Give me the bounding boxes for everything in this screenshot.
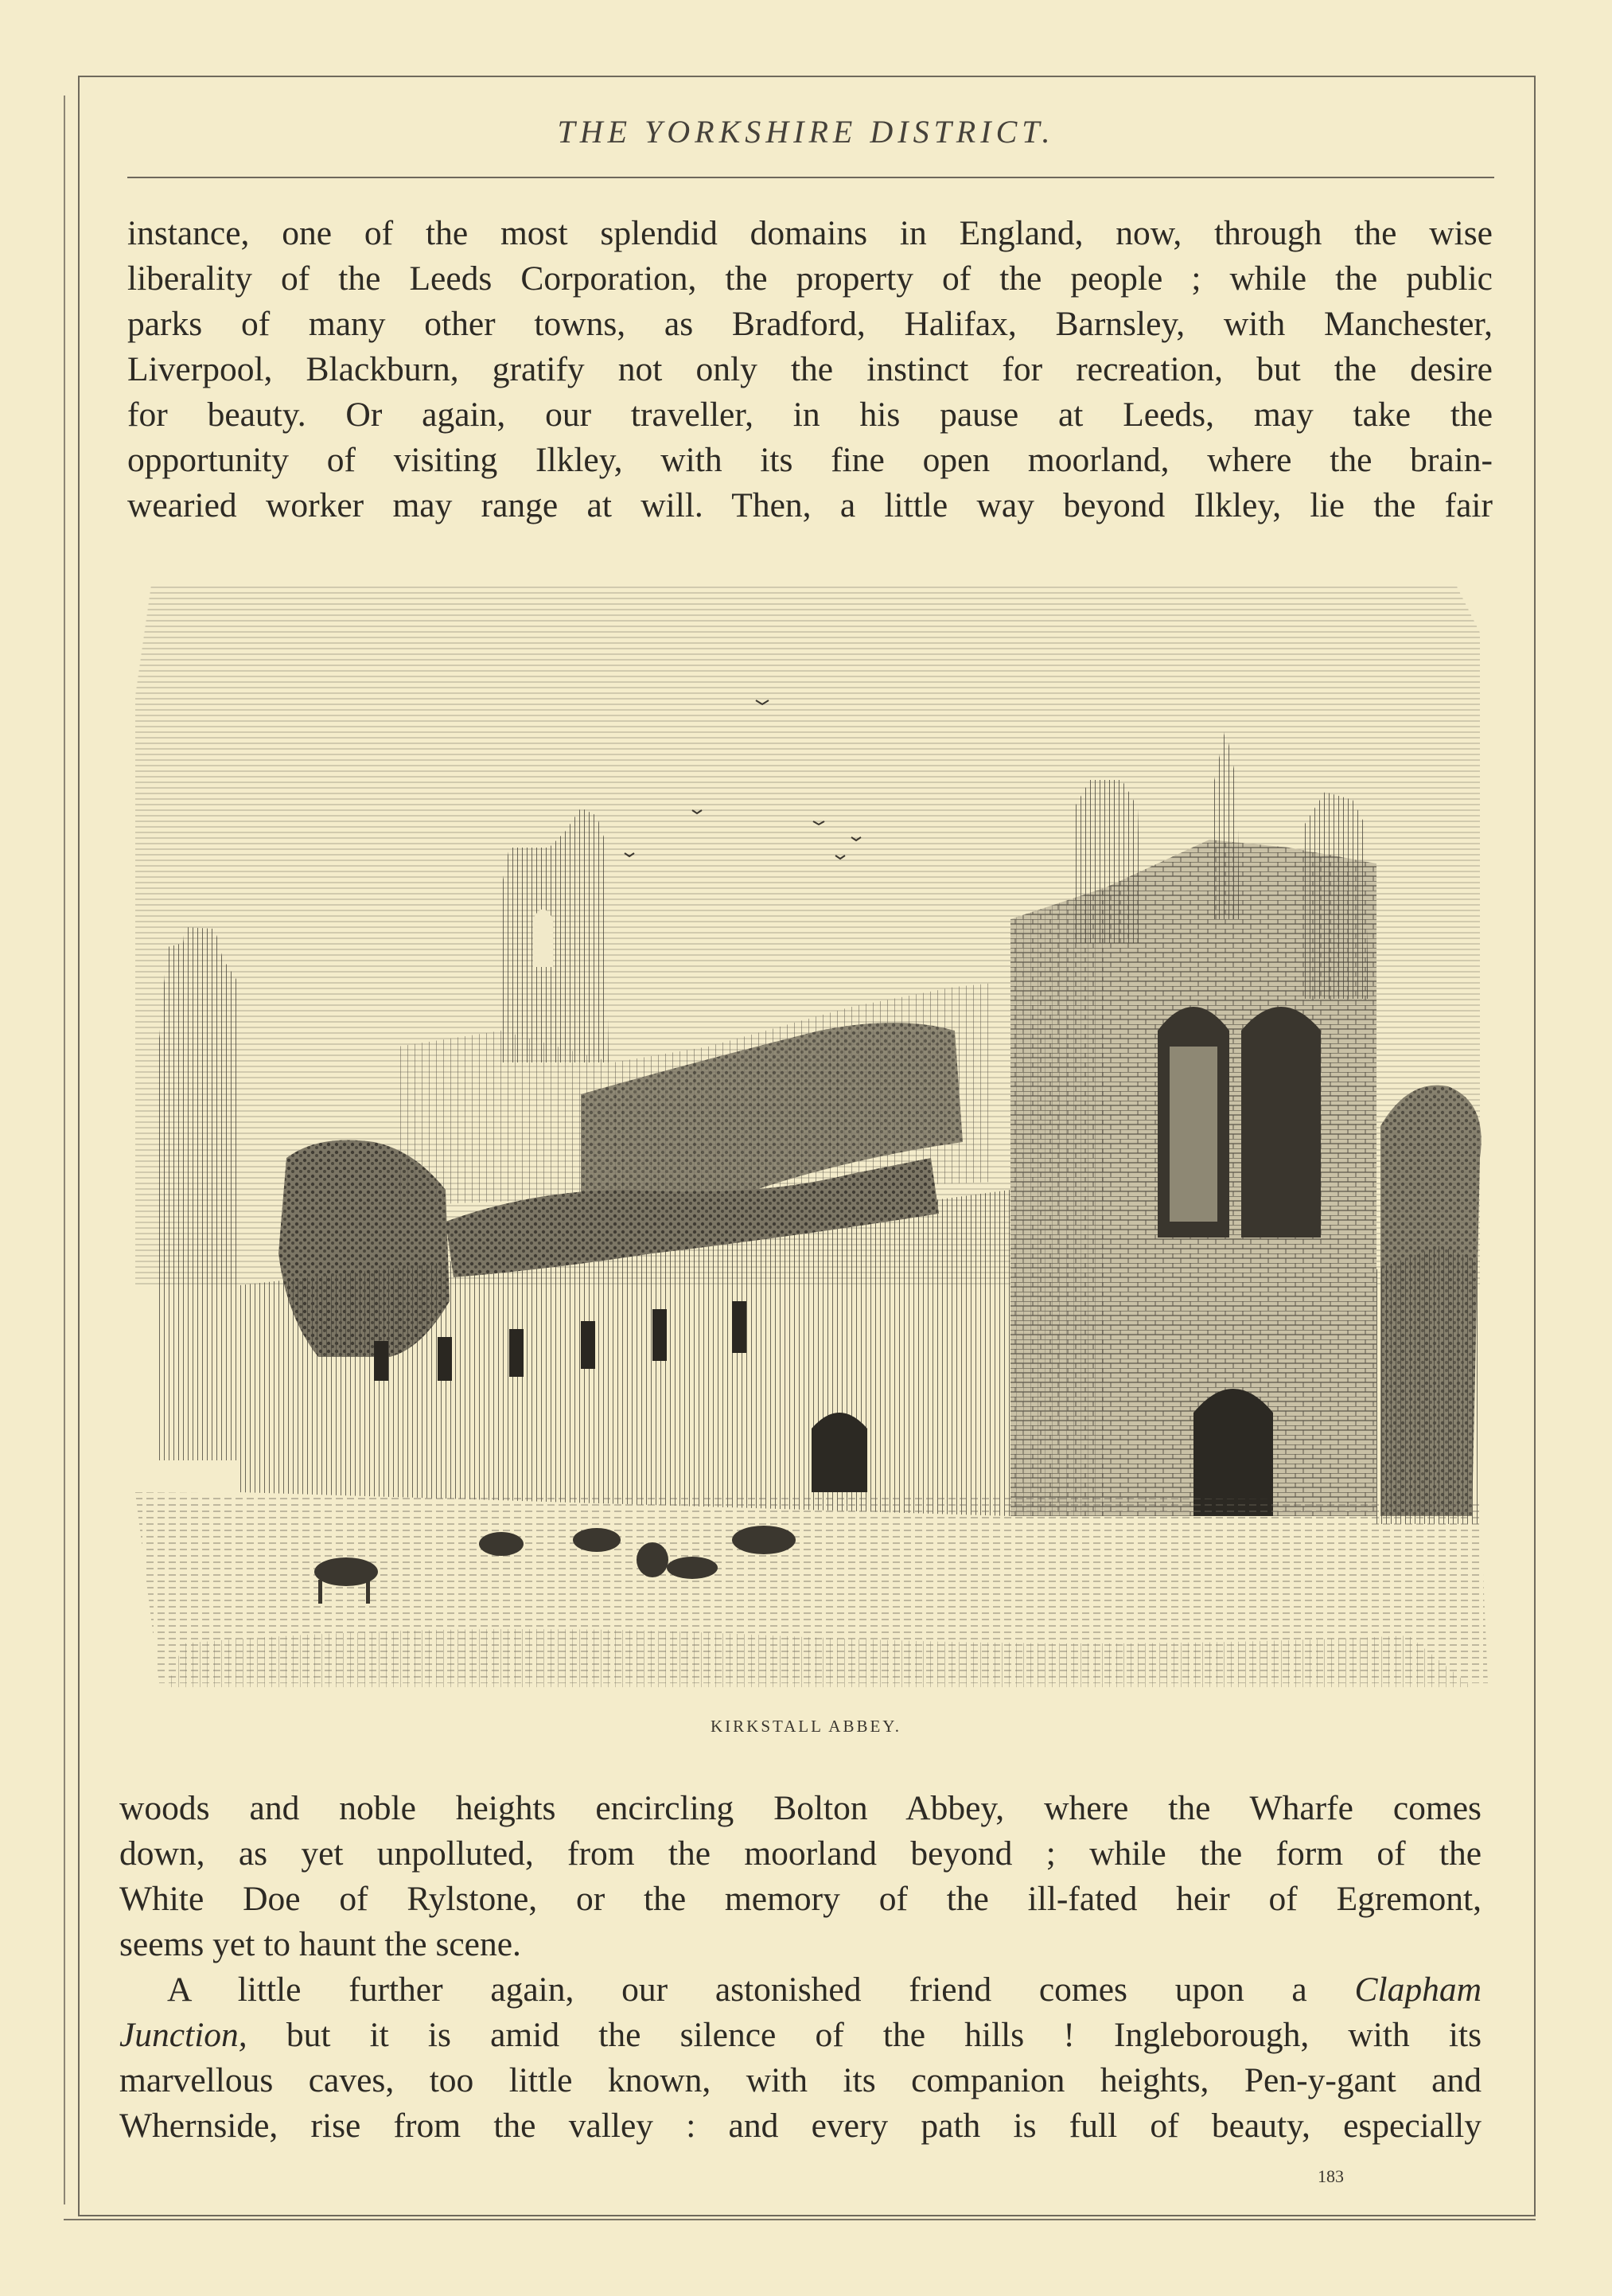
italic-span: Junction, — [119, 2016, 247, 2054]
top-text-block — [127, 211, 1493, 528]
page-bottom-edge — [64, 2219, 1536, 2220]
text-line — [119, 1967, 1482, 2013]
west-door — [1193, 1389, 1273, 1516]
text-line: Whernside, rise from the valley : and every path is full of beauty, especially — [119, 2107, 1482, 2145]
text-line: down, as yet unpolluted, from the moorland beyond ; while the form of the — [119, 1834, 1482, 1873]
text-line: White Doe of Rylstone, or the memory of the ill-fated heir of Egremont, — [119, 1880, 1482, 1918]
text-line: Liverpool, Blackburn, gratify not only the instinct for recreation, but the desire — [127, 350, 1493, 388]
running-head: THE YORKSHIRE DISTRICT. — [557, 114, 1055, 150]
text-line: marvellous caves, too little known, with its companion heights, Pen-y-gant and — [119, 2061, 1482, 2099]
page-number: 183 — [1318, 2166, 1344, 2186]
west-window-light — [1170, 1047, 1217, 1222]
text-line: for beauty. Or again, our traveller, in his pause at Leeds, may take the — [127, 396, 1493, 434]
west-front-shading — [1010, 887, 1106, 1516]
right-ruin — [1376, 1245, 1480, 1524]
text-line: parks of many other towns, as Bradford, Halifax, Barnsley, with Manchester, — [127, 305, 1493, 343]
header-rule — [127, 177, 1494, 178]
text-line — [119, 2013, 1482, 2058]
text-line: wearied worker may range at will. Then, a little way beyond Ilkley, lie the fair — [127, 486, 1493, 524]
bottom-text-block — [119, 1786, 1482, 2149]
italic-span: Clapham — [1354, 1971, 1482, 2009]
tower-window — [533, 910, 553, 968]
text-line: instance, one of the most splendid domains in England, now, through the wise — [127, 214, 1493, 252]
left-ruin — [159, 927, 239, 1460]
figure-caption: KIRKSTALL ABBEY. — [710, 1717, 901, 1736]
kirkstall-abbey-engraving — [135, 585, 1488, 1687]
south-door — [812, 1413, 867, 1492]
text-span: but it is amid the silence of the hills ! Ingleborough, with its — [247, 2016, 1482, 2054]
west-turret-left — [1074, 780, 1142, 943]
west-turret-right — [1305, 792, 1369, 999]
text-line: liberality of the Leeds Corporation, the property of the people ; while the public — [127, 259, 1493, 298]
text-line: woods and noble heights encircling Bolton Abbey, where the Wharfe comes — [119, 1789, 1482, 1827]
page-edge-line — [64, 96, 65, 2204]
text-line: opportunity of visiting Ilkley, with its fine open moorland, where the brain- — [127, 441, 1493, 479]
west-window-right — [1241, 1007, 1321, 1238]
text-line: seems yet to haunt the scene. — [119, 1925, 521, 1963]
text-span: A little further again, our astonished friend comes upon a — [167, 1971, 1355, 2009]
